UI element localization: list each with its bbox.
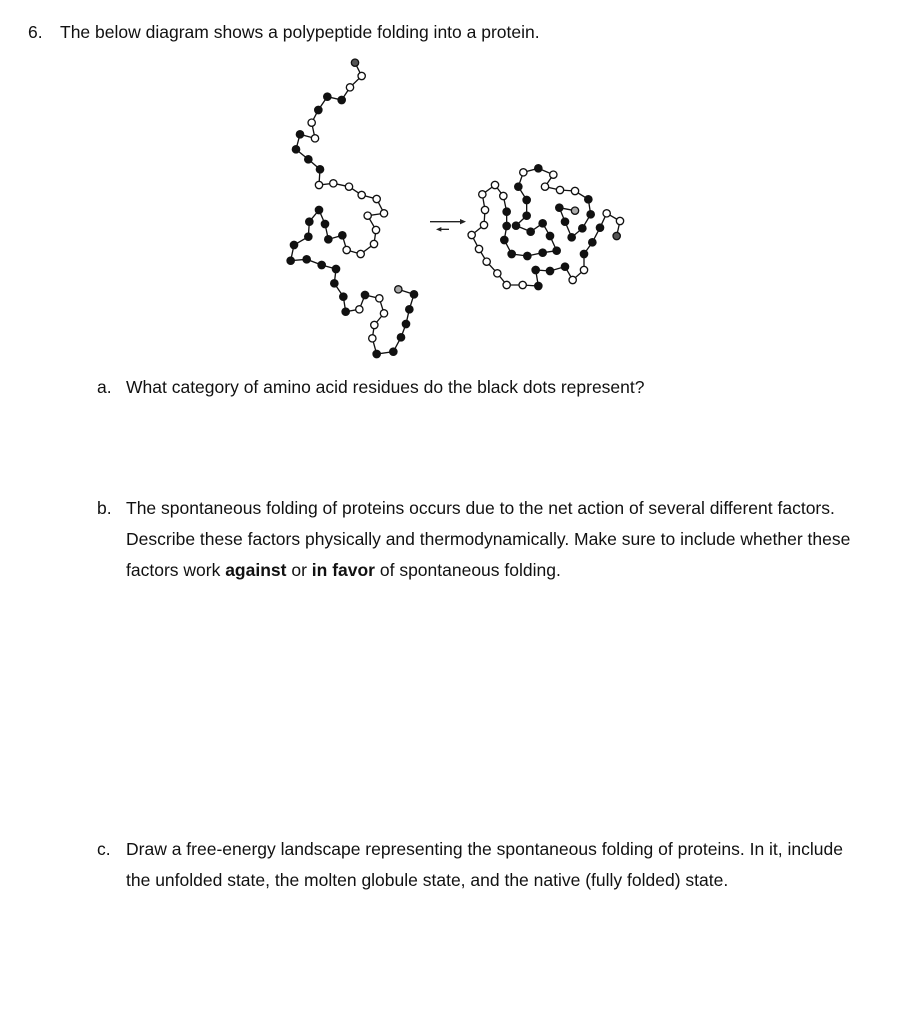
equilibrium-arrows: [430, 219, 466, 232]
hydrophobic-residue-dot: [397, 334, 404, 341]
residue-dot: [357, 250, 364, 257]
hydrophobic-residue-dot: [596, 224, 603, 231]
hydrophobic-residue-dot: [587, 211, 594, 218]
hydrophobic-residue-dot: [553, 247, 560, 254]
peptide-backbone: [291, 63, 414, 354]
residue-dot: [380, 310, 387, 317]
hydrophobic-residue-dot: [318, 261, 325, 268]
polypeptide-folding-diagram: [270, 50, 650, 370]
residue-dot: [311, 135, 318, 142]
residue-dot: [541, 183, 548, 190]
residue-dot: [371, 321, 378, 328]
emphasis-in-favor: in favor: [311, 560, 375, 580]
hydrophobic-residue-dot: [503, 208, 510, 215]
hydrophobic-residue-dot: [390, 348, 397, 355]
residue-dot: [356, 306, 363, 313]
part-b-text-or: or: [286, 560, 312, 580]
residue-dot: [370, 240, 377, 247]
residue-dot: [369, 335, 376, 342]
residue-dot: [494, 270, 501, 277]
residue-dot: [603, 210, 610, 217]
hydrophobic-residue-dot: [539, 220, 546, 227]
hydrophobic-residue-dot: [339, 232, 346, 239]
hydrophobic-residue-dot: [331, 280, 338, 287]
residue-dot: [480, 221, 487, 228]
residue-dot: [580, 266, 587, 273]
residue-dot: [500, 192, 507, 199]
hydrophobic-residue-dot: [523, 196, 530, 203]
residue-dot: [468, 231, 475, 238]
hydrophobic-residue-dot: [305, 156, 312, 163]
part-b-text: [126, 493, 866, 586]
residue-dot: [351, 59, 358, 66]
residue-dot: [346, 84, 353, 91]
residue-dot: [479, 191, 486, 198]
hydrophobic-residue-dot: [373, 350, 380, 357]
residue-dot: [330, 180, 337, 187]
residue-dot: [380, 210, 387, 217]
hydrophobic-residue-dot: [585, 196, 592, 203]
hydrophobic-residue-dot: [539, 249, 546, 256]
hydrophobic-residue-dot: [361, 291, 368, 298]
hydrophobic-residue-dot: [315, 206, 322, 213]
hydrophobic-residue-dot: [523, 212, 530, 219]
hydrophobic-residue-dot: [290, 241, 297, 248]
residue-dot: [308, 119, 315, 126]
hydrophobic-residue-dot: [532, 266, 539, 273]
hydrophobic-residue-dot: [325, 236, 332, 243]
hydrophobic-residue-dot: [501, 236, 508, 243]
hydrophobic-residue-dot: [561, 263, 568, 270]
hydrophobic-residue-dot: [305, 233, 312, 240]
residue-dot: [364, 212, 371, 219]
hydrophobic-residue-dot: [303, 256, 310, 263]
residue-dot: [613, 232, 620, 239]
hydrophobic-residue-dot: [296, 131, 303, 138]
question-number: 6.: [28, 22, 43, 42]
hydrophobic-residue-dot: [292, 146, 299, 153]
part-a-label: a.: [97, 377, 112, 397]
residue-dot: [345, 183, 352, 190]
unfolded-polypeptide-chain: [287, 59, 418, 358]
hydrophobic-residue-dot: [340, 293, 347, 300]
hydrophobic-residue-dot: [546, 267, 553, 274]
residue-dot: [556, 186, 563, 193]
hydrophobic-residue-dot: [306, 218, 313, 225]
hydrophobic-residue-dot: [556, 204, 563, 211]
part-b-label: b.: [97, 498, 112, 518]
residue-dot: [503, 281, 510, 288]
hydrophobic-residue-dot: [589, 239, 596, 246]
hydrophobic-residue-dot: [512, 222, 519, 229]
question-text: The below diagram shows a polypeptide folding into a protein.: [60, 22, 540, 42]
residue-dot: [519, 281, 526, 288]
forward-arrow-head: [460, 219, 466, 224]
hydrophobic-residue-dot: [406, 306, 413, 313]
part-a-text: What category of amino acid residues do the black dots represent?: [126, 377, 645, 397]
hydrophobic-residue-dot: [535, 282, 542, 289]
hydrophobic-residue-dot: [287, 257, 294, 264]
residue-dot: [571, 187, 578, 194]
hydrophobic-residue-dot: [546, 232, 553, 239]
hydrophobic-residue-dot: [535, 165, 542, 172]
residue-dot: [343, 246, 350, 253]
emphasis-against: against: [225, 560, 287, 580]
hydrophobic-residue-dot: [342, 308, 349, 315]
residue-dot: [358, 72, 365, 79]
reverse-arrow-head: [436, 227, 441, 232]
residue-dot: [372, 226, 379, 233]
hydrophobic-residue-dot: [410, 291, 417, 298]
hydrophobic-residue-dot: [402, 320, 409, 327]
residue-dot: [373, 195, 380, 202]
residue-dot: [358, 191, 365, 198]
hydrophobic-residue-dot: [315, 106, 322, 113]
part-c-label: c.: [97, 839, 111, 859]
residue-dot: [395, 286, 402, 293]
residue-dot: [569, 276, 576, 283]
part-b-text-end: of spontaneous folding.: [375, 560, 561, 580]
residue-dot: [483, 258, 490, 265]
hydrophobic-residue-dot: [524, 252, 531, 259]
residue-dot: [315, 181, 322, 188]
hydrophobic-residue-dot: [316, 166, 323, 173]
hydrophobic-residue-dot: [568, 234, 575, 241]
hydrophobic-residue-dot: [580, 250, 587, 257]
residue-dot: [616, 217, 623, 224]
hydrophobic-residue-dot: [527, 228, 534, 235]
part-b-text-start: The spontaneous folding of proteins occurs due to the net action of several different factors. Describe these factors physically and thermodynamically. Make sure to include whether these factors work: [126, 498, 851, 580]
part-c-text: Draw a free-energy landscape representing the spontaneous folding of proteins. In it, include the unfolded state, the molten globule state, and the native (fully folded) state.: [126, 839, 843, 890]
hydrophobic-residue-dot: [515, 183, 522, 190]
hydrophobic-residue-dot: [324, 93, 331, 100]
hydrophobic-residue-dot: [579, 225, 586, 232]
hydrophobic-residue-dot: [338, 96, 345, 103]
residue-dot: [481, 206, 488, 213]
hydrophobic-residue-dot: [321, 220, 328, 227]
residue-dot: [520, 169, 527, 176]
hydrophobic-residue-dot: [508, 250, 515, 257]
residue-dot: [491, 181, 498, 188]
residue-dot: [475, 245, 482, 252]
hydrophobic-residue-dot: [503, 222, 510, 229]
hydrophobic-residue-dot: [561, 218, 568, 225]
residue-dot: [571, 207, 578, 214]
folded-protein-chain: [468, 165, 624, 290]
residue-dot: [376, 295, 383, 302]
residue-dot: [550, 171, 557, 178]
hydrophobic-residue-dot: [332, 265, 339, 272]
